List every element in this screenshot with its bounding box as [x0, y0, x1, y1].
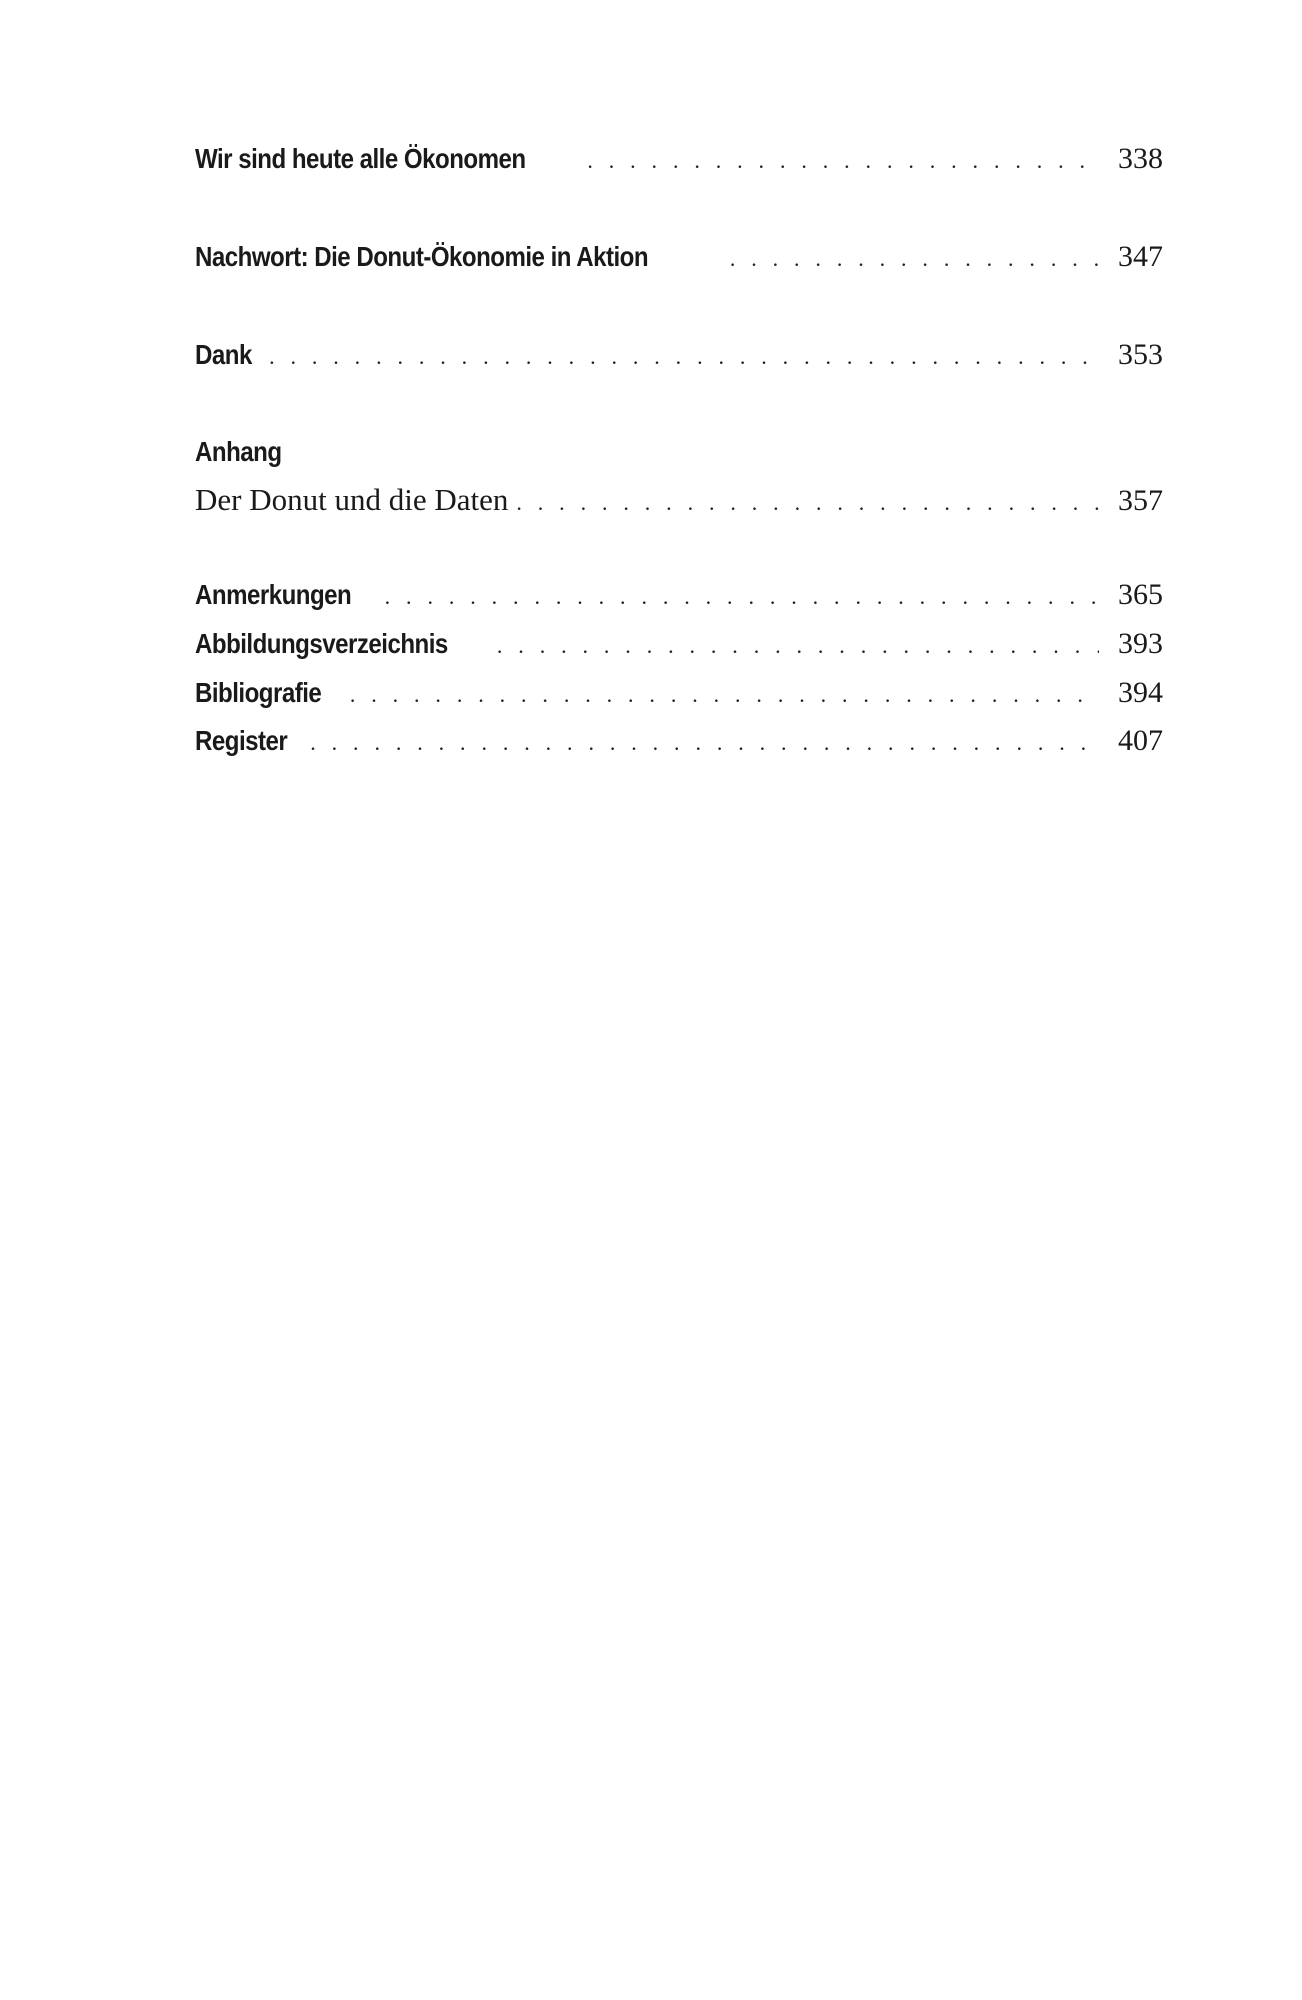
toc-entry-title: Dank — [195, 339, 252, 370]
toc-entry-page-number: 347 — [1118, 240, 1163, 273]
toc-entry-title: Anmerkungen — [195, 579, 352, 610]
toc-entry-wir-sind-heute-alle-oekonomen[interactable] — [195, 142, 1163, 186]
toc-entry-bibliografie[interactable] — [195, 676, 1163, 720]
dot-leader — [587, 148, 1099, 174]
toc-entry-dank[interactable] — [195, 338, 1163, 382]
toc-entry-title: Bibliografie — [195, 677, 322, 708]
toc-entry-title: Wir sind heute alle Ökonomen — [195, 143, 526, 174]
toc-entry-title: Nachwort: Die Donut-Ökonomie in Aktion — [195, 241, 649, 272]
toc-entry-register[interactable] — [195, 724, 1163, 768]
dot-leader — [497, 633, 1099, 659]
toc-entry-page-number: 357 — [1118, 484, 1163, 517]
toc-entry-page-number: 338 — [1118, 142, 1163, 175]
dot-leader — [516, 490, 1099, 516]
toc-entry-page-number: 407 — [1118, 724, 1163, 757]
toc-entry-page-number: 394 — [1118, 676, 1163, 709]
dot-leader — [730, 246, 1099, 272]
dot-leader — [350, 682, 1099, 708]
toc-entry-title: Abbildungsverzeichnis — [195, 628, 448, 659]
toc-entry-abbildungsverzeichnis[interactable] — [195, 627, 1163, 671]
toc-entry-page-number: 353 — [1118, 338, 1163, 371]
toc-section-heading-anhang: Anhang — [195, 436, 282, 467]
toc-entry-title: Register — [195, 725, 288, 756]
dot-leader — [310, 730, 1099, 756]
toc-entry-der-donut-und-die-daten[interactable] — [195, 482, 1163, 526]
toc-entry-title: Der Donut und die Daten — [195, 482, 509, 517]
toc-entry-page-number: 393 — [1118, 627, 1163, 660]
toc-entry-page-number: 365 — [1118, 578, 1163, 611]
dot-leader — [269, 344, 1099, 370]
toc-entry-nachwort[interactable] — [195, 240, 1163, 284]
dot-leader — [385, 584, 1099, 610]
toc-entry-anmerkungen[interactable] — [195, 578, 1163, 622]
